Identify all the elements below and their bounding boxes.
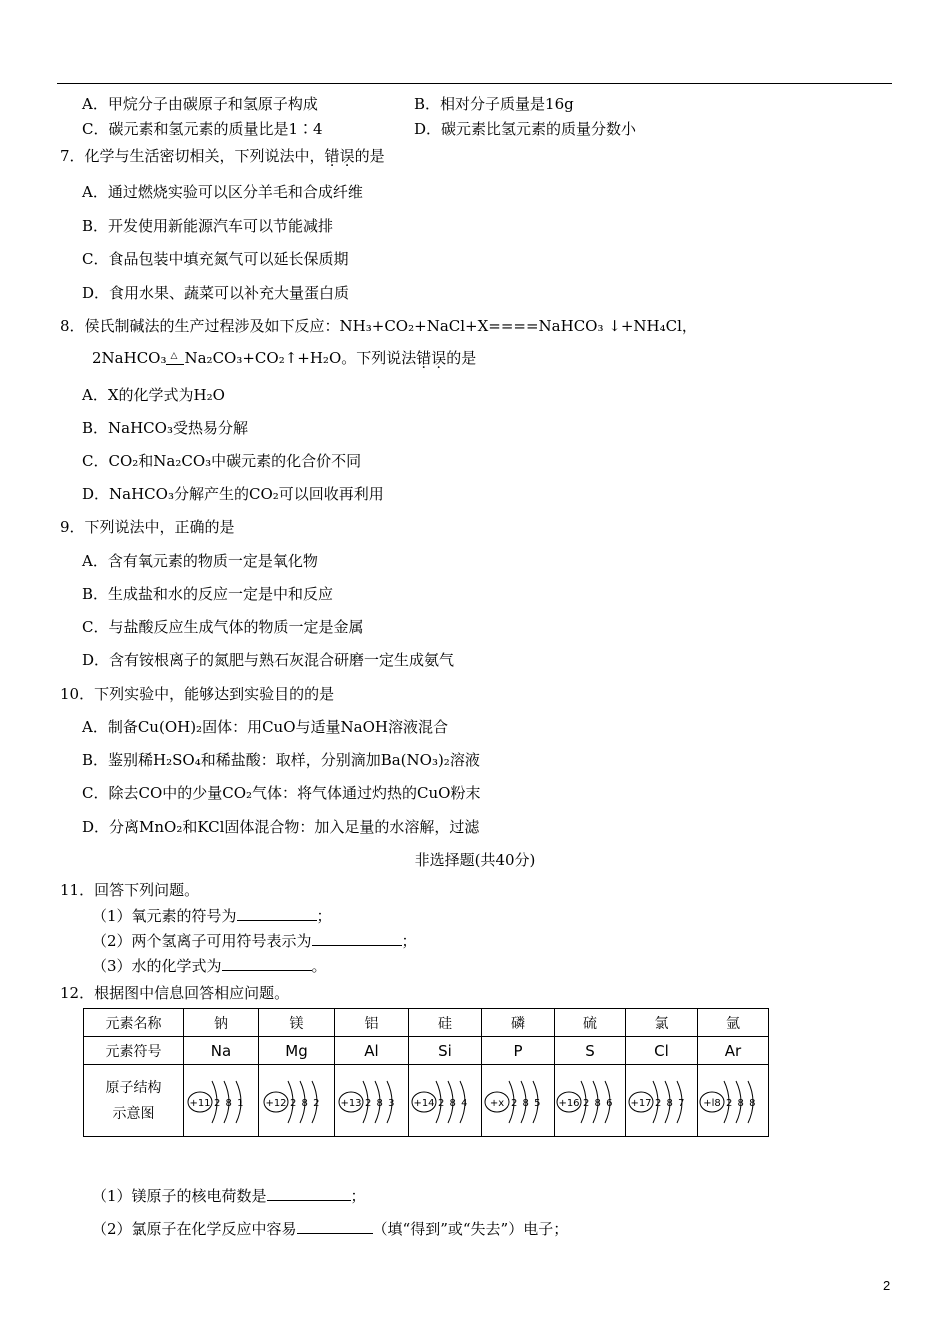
q11-part2: （2）两个氢离子可用符号表示为 ； bbox=[92, 932, 417, 950]
element-name: 镁 bbox=[259, 1009, 335, 1037]
q11-part1: （1）氧元素的符号为 ； bbox=[92, 907, 332, 925]
element-name: 氯 bbox=[626, 1009, 698, 1037]
element-symbol: Cl bbox=[626, 1037, 698, 1065]
row-label-name: 元素名称 bbox=[84, 1009, 184, 1037]
nucleus-charge: +l8 bbox=[703, 1097, 721, 1109]
q8-stem-line1: 8．侯氏制碱法的生产过程涉及如下反应：NH₃+CO₂+NaCl+X====NaHCO₃ ↓+NH₄Cl， bbox=[60, 317, 697, 335]
q8-option-d: D．NaHCO₃分解产生的CO₂可以回收再利用 bbox=[82, 485, 384, 503]
atom-diagram bbox=[698, 1065, 769, 1137]
q12-stem: 12．根据图中信息回答相应问题。 bbox=[60, 984, 290, 1002]
q6-option-d: D．碳元素比氢元素的质量分数小 bbox=[414, 120, 637, 138]
atom-structure-svg bbox=[186, 1071, 256, 1131]
atom-structure-svg bbox=[698, 1071, 768, 1131]
atom-diagram bbox=[259, 1065, 335, 1137]
atom-structure-svg bbox=[627, 1071, 697, 1131]
nucleus-charge: +14 bbox=[413, 1097, 435, 1109]
nucleus-charge: +13 bbox=[339, 1097, 362, 1109]
atom-diagram bbox=[482, 1065, 555, 1137]
element-name: 硫 bbox=[555, 1009, 626, 1037]
electron-counts: 2 8 6 bbox=[583, 1097, 614, 1109]
atom-diagram bbox=[335, 1065, 409, 1137]
q7-option-a: A．通过燃烧实验可以区分羊毛和合成纤维 bbox=[82, 183, 363, 201]
answer-blank[interactable] bbox=[237, 906, 317, 921]
q8-option-c: C．CO₂和Na₂CO₃中碳元素的化合价不同 bbox=[82, 452, 362, 470]
q7-stem: 7．化学与生活密切相关，下列说法中，错误的是 bbox=[60, 147, 385, 165]
element-name: 氩 bbox=[698, 1009, 769, 1037]
q8-option-a: A．X的化学式为H₂O bbox=[82, 386, 225, 404]
q7-option-c: C．食品包装中填充氮气可以延长保质期 bbox=[82, 250, 349, 268]
element-symbol: P bbox=[482, 1037, 555, 1065]
element-symbol: Na bbox=[184, 1037, 259, 1065]
q10-stem: 10．下列实验中，能够达到实验目的的是 bbox=[60, 685, 335, 703]
page-number: 2 bbox=[883, 1278, 891, 1293]
electron-counts: 2 8 8 bbox=[726, 1097, 757, 1109]
answer-blank[interactable] bbox=[267, 1186, 351, 1201]
q6-option-c: C．碳元素和氢元素的质量比是1∶4 bbox=[82, 120, 323, 138]
nucleus-charge: +16 bbox=[558, 1097, 580, 1109]
atom-structure-svg bbox=[337, 1071, 407, 1131]
q9-option-a: A．含有氧元素的物质一定是氧化物 bbox=[82, 552, 318, 570]
q10-option-c: C．除去CO中的少量CO₂气体：将气体通过灼热的CuO粉末 bbox=[82, 784, 481, 802]
element-name: 硅 bbox=[409, 1009, 482, 1037]
row-label-symbol: 元素符号 bbox=[84, 1037, 184, 1065]
electron-counts: 2 8 7 bbox=[654, 1097, 685, 1109]
nucleus-charge: +11 bbox=[189, 1097, 211, 1109]
answer-blank[interactable] bbox=[297, 1219, 373, 1234]
q6-option-b: B．相对分子质量是16g bbox=[414, 95, 574, 113]
q7-option-b: B．开发使用新能源汽车可以节能减排 bbox=[82, 217, 334, 235]
header-rule bbox=[57, 83, 892, 84]
row-element-symbol bbox=[84, 1037, 769, 1065]
q6-option-a: A．甲烷分子由碳原子和氢原子构成 bbox=[82, 95, 318, 113]
q10-option-a: A．制备Cu(OH)₂固体：用CuO与适量NaOH溶液混合 bbox=[82, 718, 448, 736]
q8-stem-line2: 2NaHCO₃ △ Na₂CO₃+CO₂↑+H₂O。下列说法错误的是 bbox=[92, 348, 476, 368]
electron-counts: 2 8 3 bbox=[364, 1097, 395, 1109]
atom-structure-svg bbox=[555, 1071, 625, 1131]
element-symbol: Ar bbox=[698, 1037, 769, 1065]
answer-blank[interactable] bbox=[312, 931, 402, 946]
q12-part1: （1）镁原子的核电荷数是 ； bbox=[92, 1187, 366, 1205]
q12-part2: （2）氯原子在化学反应中容易 （填“得到”或“失去”）电子； bbox=[92, 1220, 569, 1238]
electron-counts: 2 8 5 bbox=[511, 1097, 542, 1109]
atom-diagram bbox=[555, 1065, 626, 1137]
row-label-structure: 原子结构 示意图 bbox=[84, 1065, 184, 1137]
electron-counts: 2 8 1 bbox=[214, 1097, 245, 1109]
atom-diagram bbox=[184, 1065, 259, 1137]
q9-stem: 9．下列说法中，正确的是 bbox=[60, 518, 235, 536]
answer-blank[interactable] bbox=[222, 956, 312, 971]
row-element-name bbox=[84, 1009, 769, 1037]
q11-stem: 11．回答下列问题。 bbox=[60, 881, 200, 899]
q9-option-d: D．含有铵根离子的氮肥与熟石灰混合研磨一定生成氨气 bbox=[82, 651, 455, 669]
q10-option-b: B．鉴别稀H₂SO₄和稀盐酸：取样，分别滴加Ba(NO₃)₂溶液 bbox=[82, 751, 480, 769]
q11-part3: （3）水的化学式为 。 bbox=[92, 957, 327, 975]
electron-counts: 2 8 2 bbox=[289, 1097, 320, 1109]
element-symbol: Si bbox=[409, 1037, 482, 1065]
atom-diagram bbox=[409, 1065, 482, 1137]
atom-diagram bbox=[626, 1065, 698, 1137]
nucleus-charge: +17 bbox=[629, 1097, 652, 1109]
electron-counts: 2 8 4 bbox=[438, 1097, 469, 1109]
atom-structure-svg bbox=[410, 1071, 480, 1131]
element-symbol: S bbox=[555, 1037, 626, 1065]
q9-option-b: B．生成盐和水的反应一定是中和反应 bbox=[82, 585, 334, 603]
atom-structure-svg bbox=[483, 1071, 553, 1131]
atom-structure-svg bbox=[262, 1071, 332, 1131]
q7-option-d: D．食用水果、蔬菜可以补充大量蛋白质 bbox=[82, 284, 350, 302]
nucleus-charge: +x bbox=[489, 1097, 505, 1109]
heat-symbol: △ bbox=[170, 350, 178, 361]
element-symbol: Mg bbox=[259, 1037, 335, 1065]
row-atomic-structure bbox=[84, 1065, 769, 1137]
q8-option-b: B．NaHCO₃受热易分解 bbox=[82, 419, 248, 437]
element-table bbox=[83, 1008, 769, 1137]
q10-option-d: D．分离MnO₂和KCl固体混合物：加入足量的水溶解，过滤 bbox=[82, 818, 480, 836]
element-symbol: Al bbox=[335, 1037, 409, 1065]
section-title: 非选择题(共40分) bbox=[414, 851, 536, 869]
element-name: 铝 bbox=[335, 1009, 409, 1037]
element-name: 钠 bbox=[184, 1009, 259, 1037]
nucleus-charge: +12 bbox=[264, 1097, 287, 1109]
q9-option-c: C．与盐酸反应生成气体的物质一定是金属 bbox=[82, 618, 364, 636]
element-name: 磷 bbox=[482, 1009, 555, 1037]
